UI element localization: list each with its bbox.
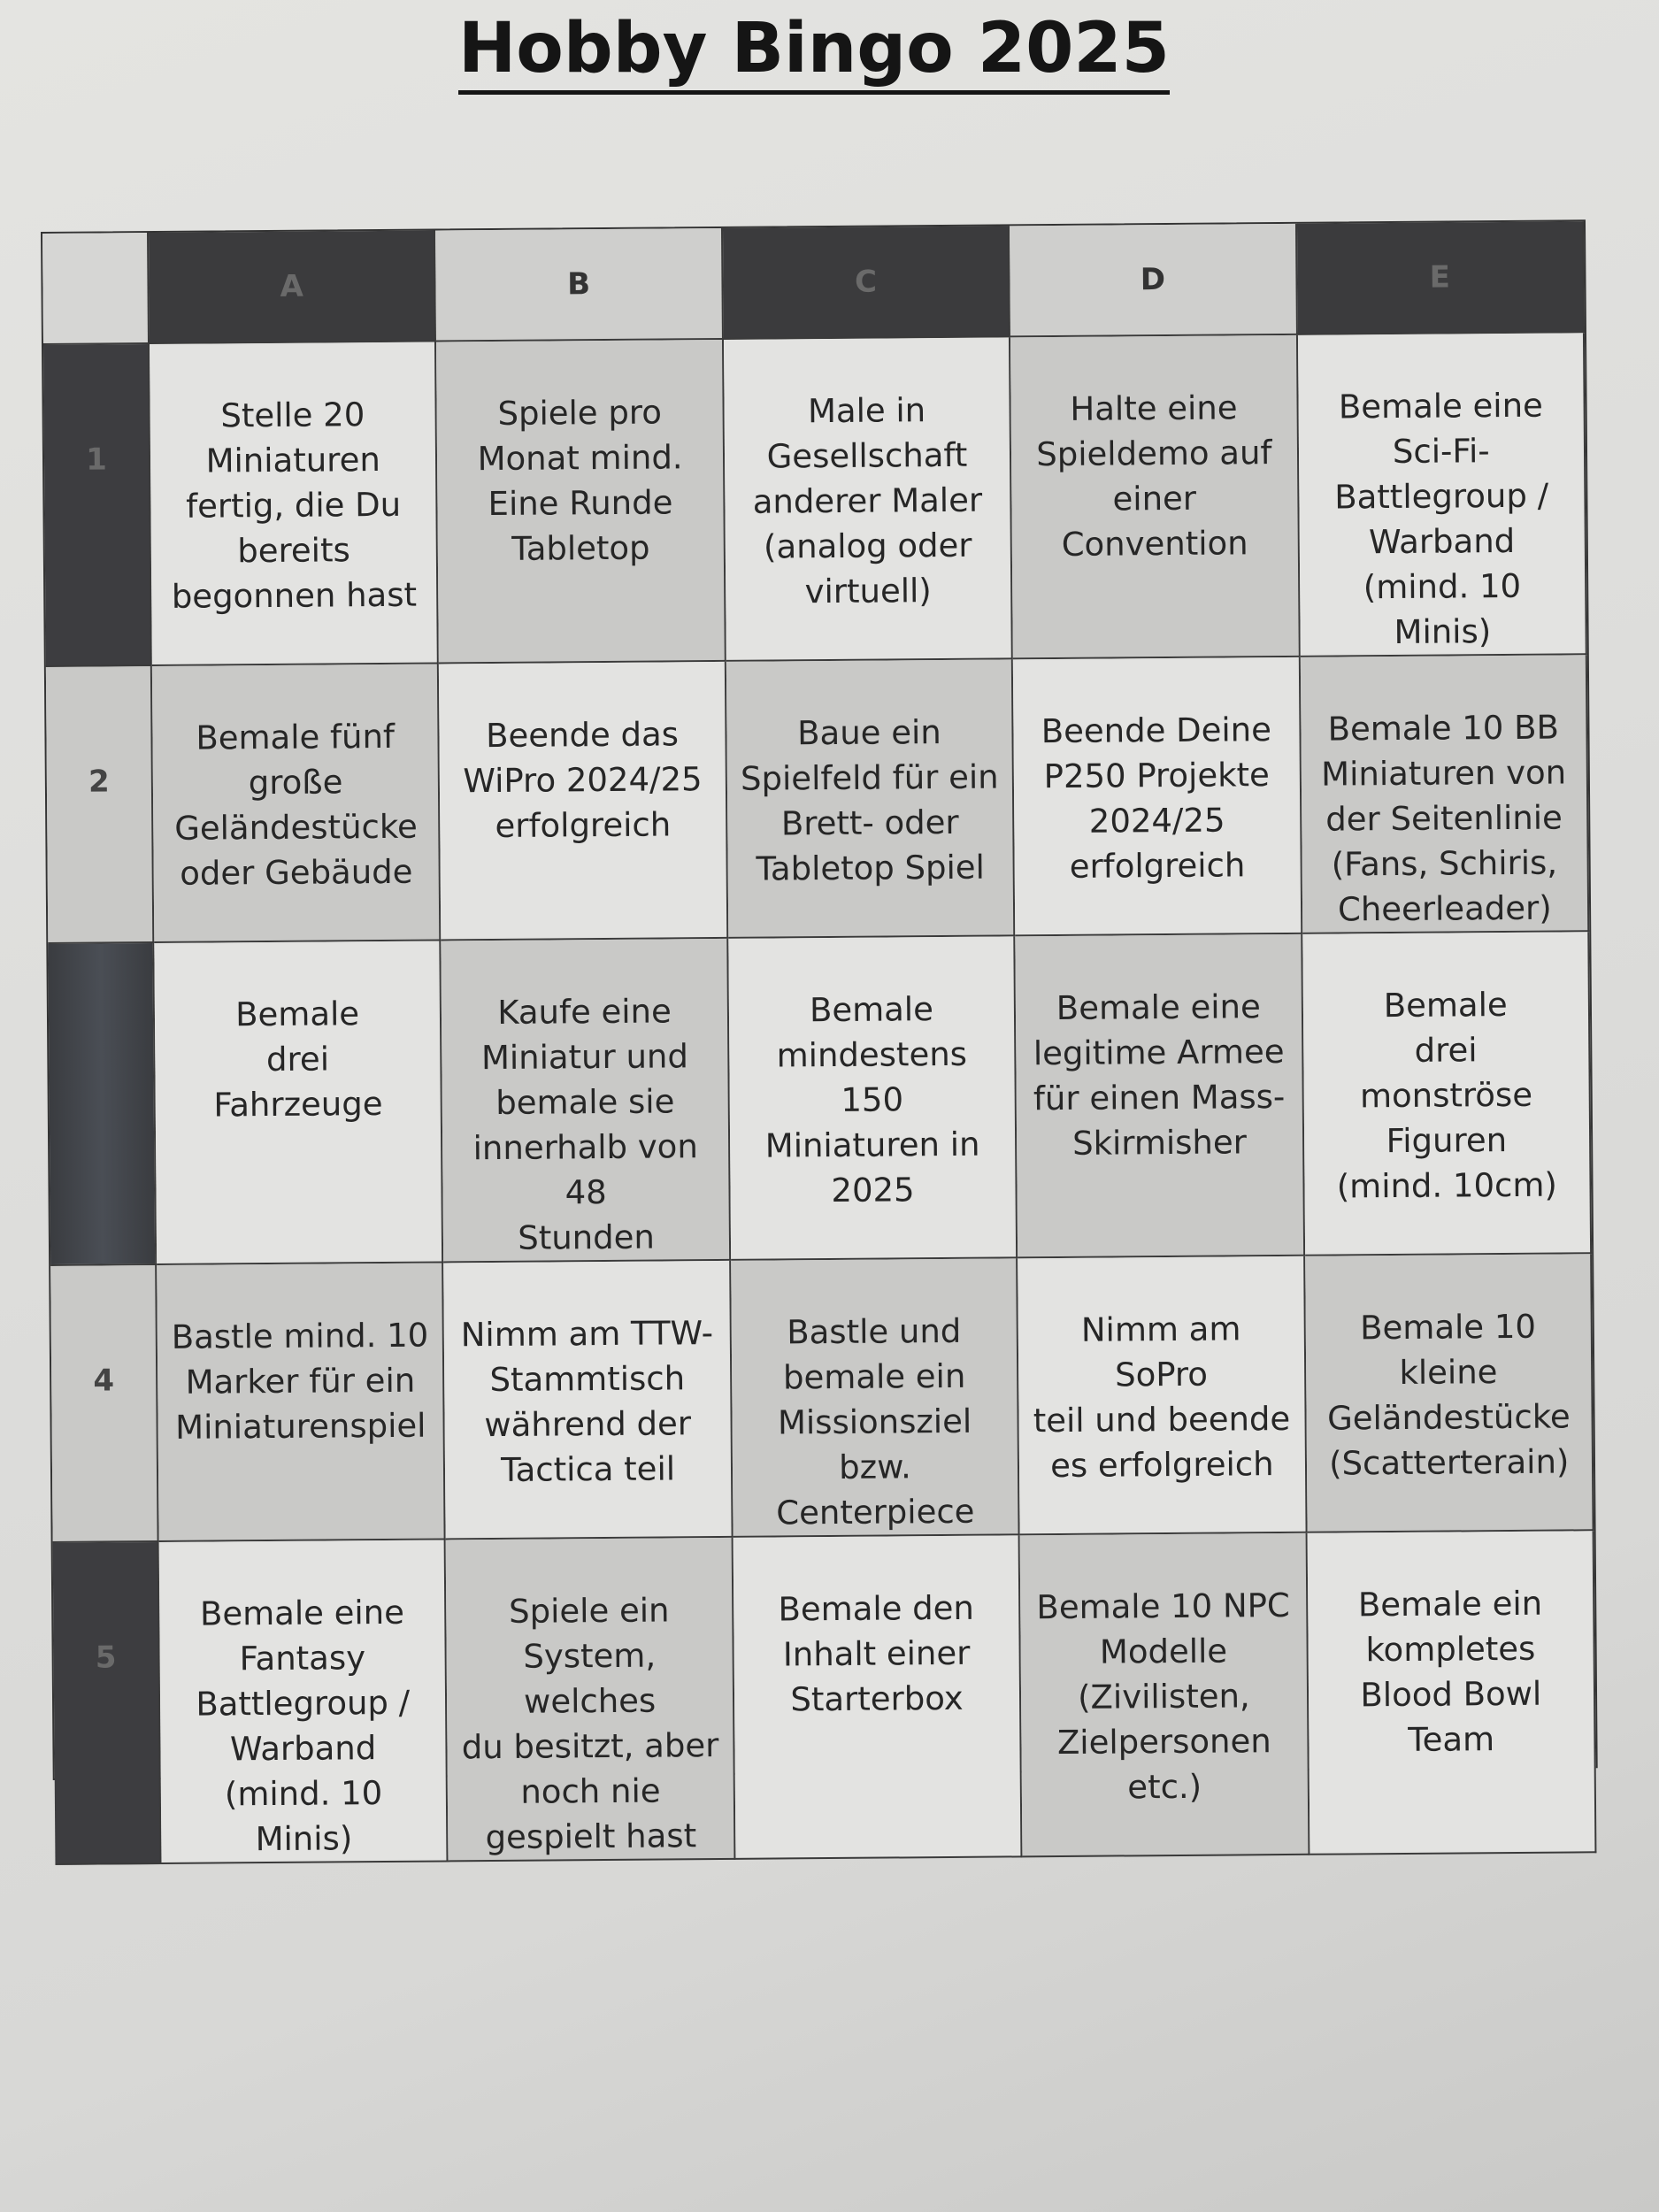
bingo-cell-a3: Bemale drei Fahrzeuge <box>154 941 443 1265</box>
bingo-cell-c2: Baue ein Spielfeld für ein Brett- oder Tabletop Spiel <box>726 659 1016 939</box>
bingo-cell-b2: Beende das WiPro 2024/25 erfolgreich <box>439 662 728 941</box>
bingo-cell-d4: Nimm am SoPro teil und beende es erfolgreich <box>1018 1256 1307 1536</box>
bingo-cell-c1: Male in Gesellschaft anderer Maler (analog oder virtuell) <box>724 337 1013 662</box>
title-text: Hobby Bingo 2025 <box>458 9 1170 95</box>
bingo-board <box>41 219 1598 1859</box>
bingo-cell-b5: Spiele ein System, welches du besitzt, aber noch nie gespielt hast <box>446 1538 735 1863</box>
bingo-cell-e5: Bemale ein kompletes Blood Bowl Team <box>1307 1531 1596 1855</box>
column-header-a: A <box>149 230 436 344</box>
row-header-2: 2 <box>46 666 154 944</box>
row-header-4: 4 <box>50 1265 158 1543</box>
bingo-cell-c3: Bemale mindestens 150 Miniaturen in 2025 <box>728 936 1018 1261</box>
bingo-cell-a2: Bemale fünf große Geländestücke oder Gebäude <box>152 664 442 943</box>
bingo-cell-d3: Bemale eine legitime Armee für einen Mass- Skirmisher <box>1015 934 1304 1259</box>
bingo-cell-d5: Bemale 10 NPC Modelle (Zivilisten, Zielpersonen etc.) <box>1020 1533 1310 1858</box>
bingo-cell-c5: Bemale den Inhalt einer Starterbox <box>733 1535 1022 1860</box>
bingo-cell-d1: Halte eine Spieldemo auf einer Convention <box>1010 335 1300 660</box>
row-header-1: 1 <box>43 344 152 667</box>
page-title <box>0 9 1628 88</box>
bingo-cell-e1: Bemale eine Sci-Fi- Battlegroup / Warband (mind. 10 Minis) <box>1298 333 1587 657</box>
column-header-b: B <box>435 228 723 342</box>
bingo-cell-d2: Beende Deine P250 Projekte 2024/25 erfolgreich <box>1013 657 1302 937</box>
bingo-grid <box>41 219 1598 1859</box>
grid-corner <box>42 233 150 345</box>
bingo-cell-e4: Bemale 10 kleine Geländestücke (Scatterterain) <box>1305 1254 1594 1533</box>
row-header-3 <box>48 943 157 1266</box>
row-header-5: 5 <box>53 1542 162 1865</box>
column-header-d: D <box>1010 224 1297 338</box>
bingo-cell-e2: Bemale 10 BB Miniaturen von der Seitenlinie (Fans, Schiris, Cheerleader) <box>1300 655 1589 934</box>
bingo-cell-b4: Nimm am TTW- Stammtisch während der Tactica teil <box>444 1261 733 1540</box>
bingo-cell-a4: Bastle mind. 10 Marker für ein Miniaturenspiel <box>157 1263 446 1542</box>
bingo-cell-a5: Bemale eine Fantasy Battlegroup / Warband (mind. 10 Minis) <box>159 1540 449 1864</box>
column-header-e: E <box>1297 221 1585 335</box>
column-header-c: C <box>723 226 1010 340</box>
bingo-cell-c4: Bastle und bemale ein Missionsziel bzw. Centerpiece <box>731 1258 1020 1538</box>
bingo-cell-a1: Stelle 20 Miniaturen fertig, die Du bereits begonnen hast <box>150 342 439 666</box>
bingo-cell-b3: Kaufe eine Miniatur und bemale sie innerhalb von 48 Stunden <box>442 939 731 1263</box>
bingo-cell-b1: Spiele pro Monat mind. Eine Runde Tabletop <box>436 340 726 664</box>
bingo-cell-e3: Bemale drei monströse Figuren (mind. 10cm) <box>1302 932 1592 1256</box>
